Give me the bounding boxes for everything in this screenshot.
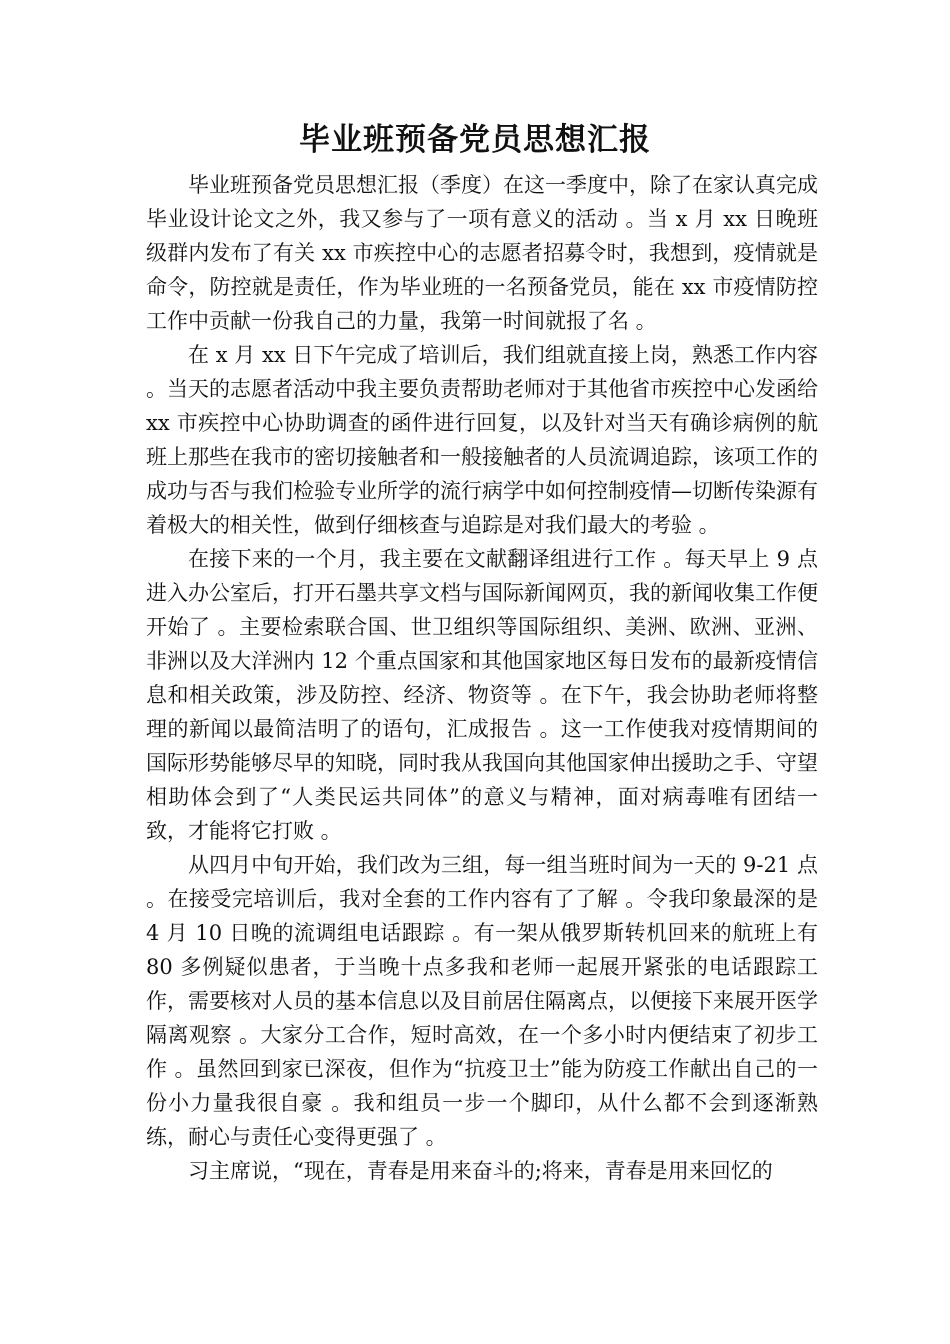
paragraph-4: 从四月中旬开始，我们改为三组，每一组当班时间为一天的 9-21 点 。在接受完培训后，我对全套的工作内容有了了解 。令我印象最深的是 4 月 10 日晚的流调组电话跟踪 。有一架从俄罗斯转机回来的航班上有 80 多例疑似患者，于当晚十点多我和老师一起展开紧张的电话跟踪工作，需要核对人员的基本信息以及目前居住隔离点，以便接下来展开医学隔离观察 。大家分工合作，短时高效，在一个多小时内便结束了初步工作 。虽然回到家已深夜，但作为“抗疫卫士”能为防疫工作献出自己的一份小力量我很自豪 。我和组员一步一个脚印，从什么都不会到逐渐熟练，耐心与责任心变得更强了 。 bbox=[146, 853, 818, 1149]
document-body bbox=[146, 168, 818, 1188]
paragraph-3: 在接下来的一个月，我主要在文献翻译组进行工作 。每天早上 9 点进入办公室后，打开石墨共享文档与国际新闻网页，我的新闻收集工作便开始了 。主要检索联合国、世卫组织等国际组织、美洲、欧洲、亚洲、非洲以及大洋洲内 12 个重点国家和其他国家地区每日发布的最新疫情信息和相关政策，涉及防控、经济、物资等 。在下午，我会协助老师将整理的新闻以最简洁明了的语句，汇成报告 。这一工作使我对疫情期间的国际形势能够尽早的知晓，同时我从我国向其他国家伸出援助之手、守望相助体会到了“人类民运共同体”的意义与精神，面对病毒唯有团结一致，才能将它打败 。 bbox=[146, 547, 818, 843]
paragraph-1: 毕业班预备党员思想汇报（季度）在这一季度中，除了在家认真完成毕业设计论文之外，我又参与了一项有意义的活动 。当 x 月 xx 日晚班级群内发布了有关 xx 市疾控中心的志愿者招募令时，我想到，疫情就是命令，防控就是责任，作为毕业班的一名预备党员，能在 xx 市疫情防控工作中贡献一份我自己的力量，我第一时间就报了名 。 bbox=[146, 173, 818, 333]
document-title: 毕业班预备党员思想汇报 bbox=[299, 122, 651, 158]
paragraph-2: 在 x 月 xx 日下午完成了培训后，我们组就直接上岗，熟悉工作内容 。当天的志愿者活动中我主要负责帮助老师对于其他省市疾控中心发函给 xx 市疾控中心协助调查的函件进行回复，以及针对当天有确诊病例的航班上那些在我市的密切接触者和一般接触者的人员流调追踪，该项工作的成功与否与我们检验专业所学的流行病学中如何控制疫情—切断传染源有着极大的相关性，做到仔细核查与追踪是对我们最大的考验 。 bbox=[146, 343, 818, 537]
paragraph-5: 习主席说，“现在，青春是用来奋斗的;将来，青春是用来回忆的 bbox=[188, 1159, 773, 1183]
